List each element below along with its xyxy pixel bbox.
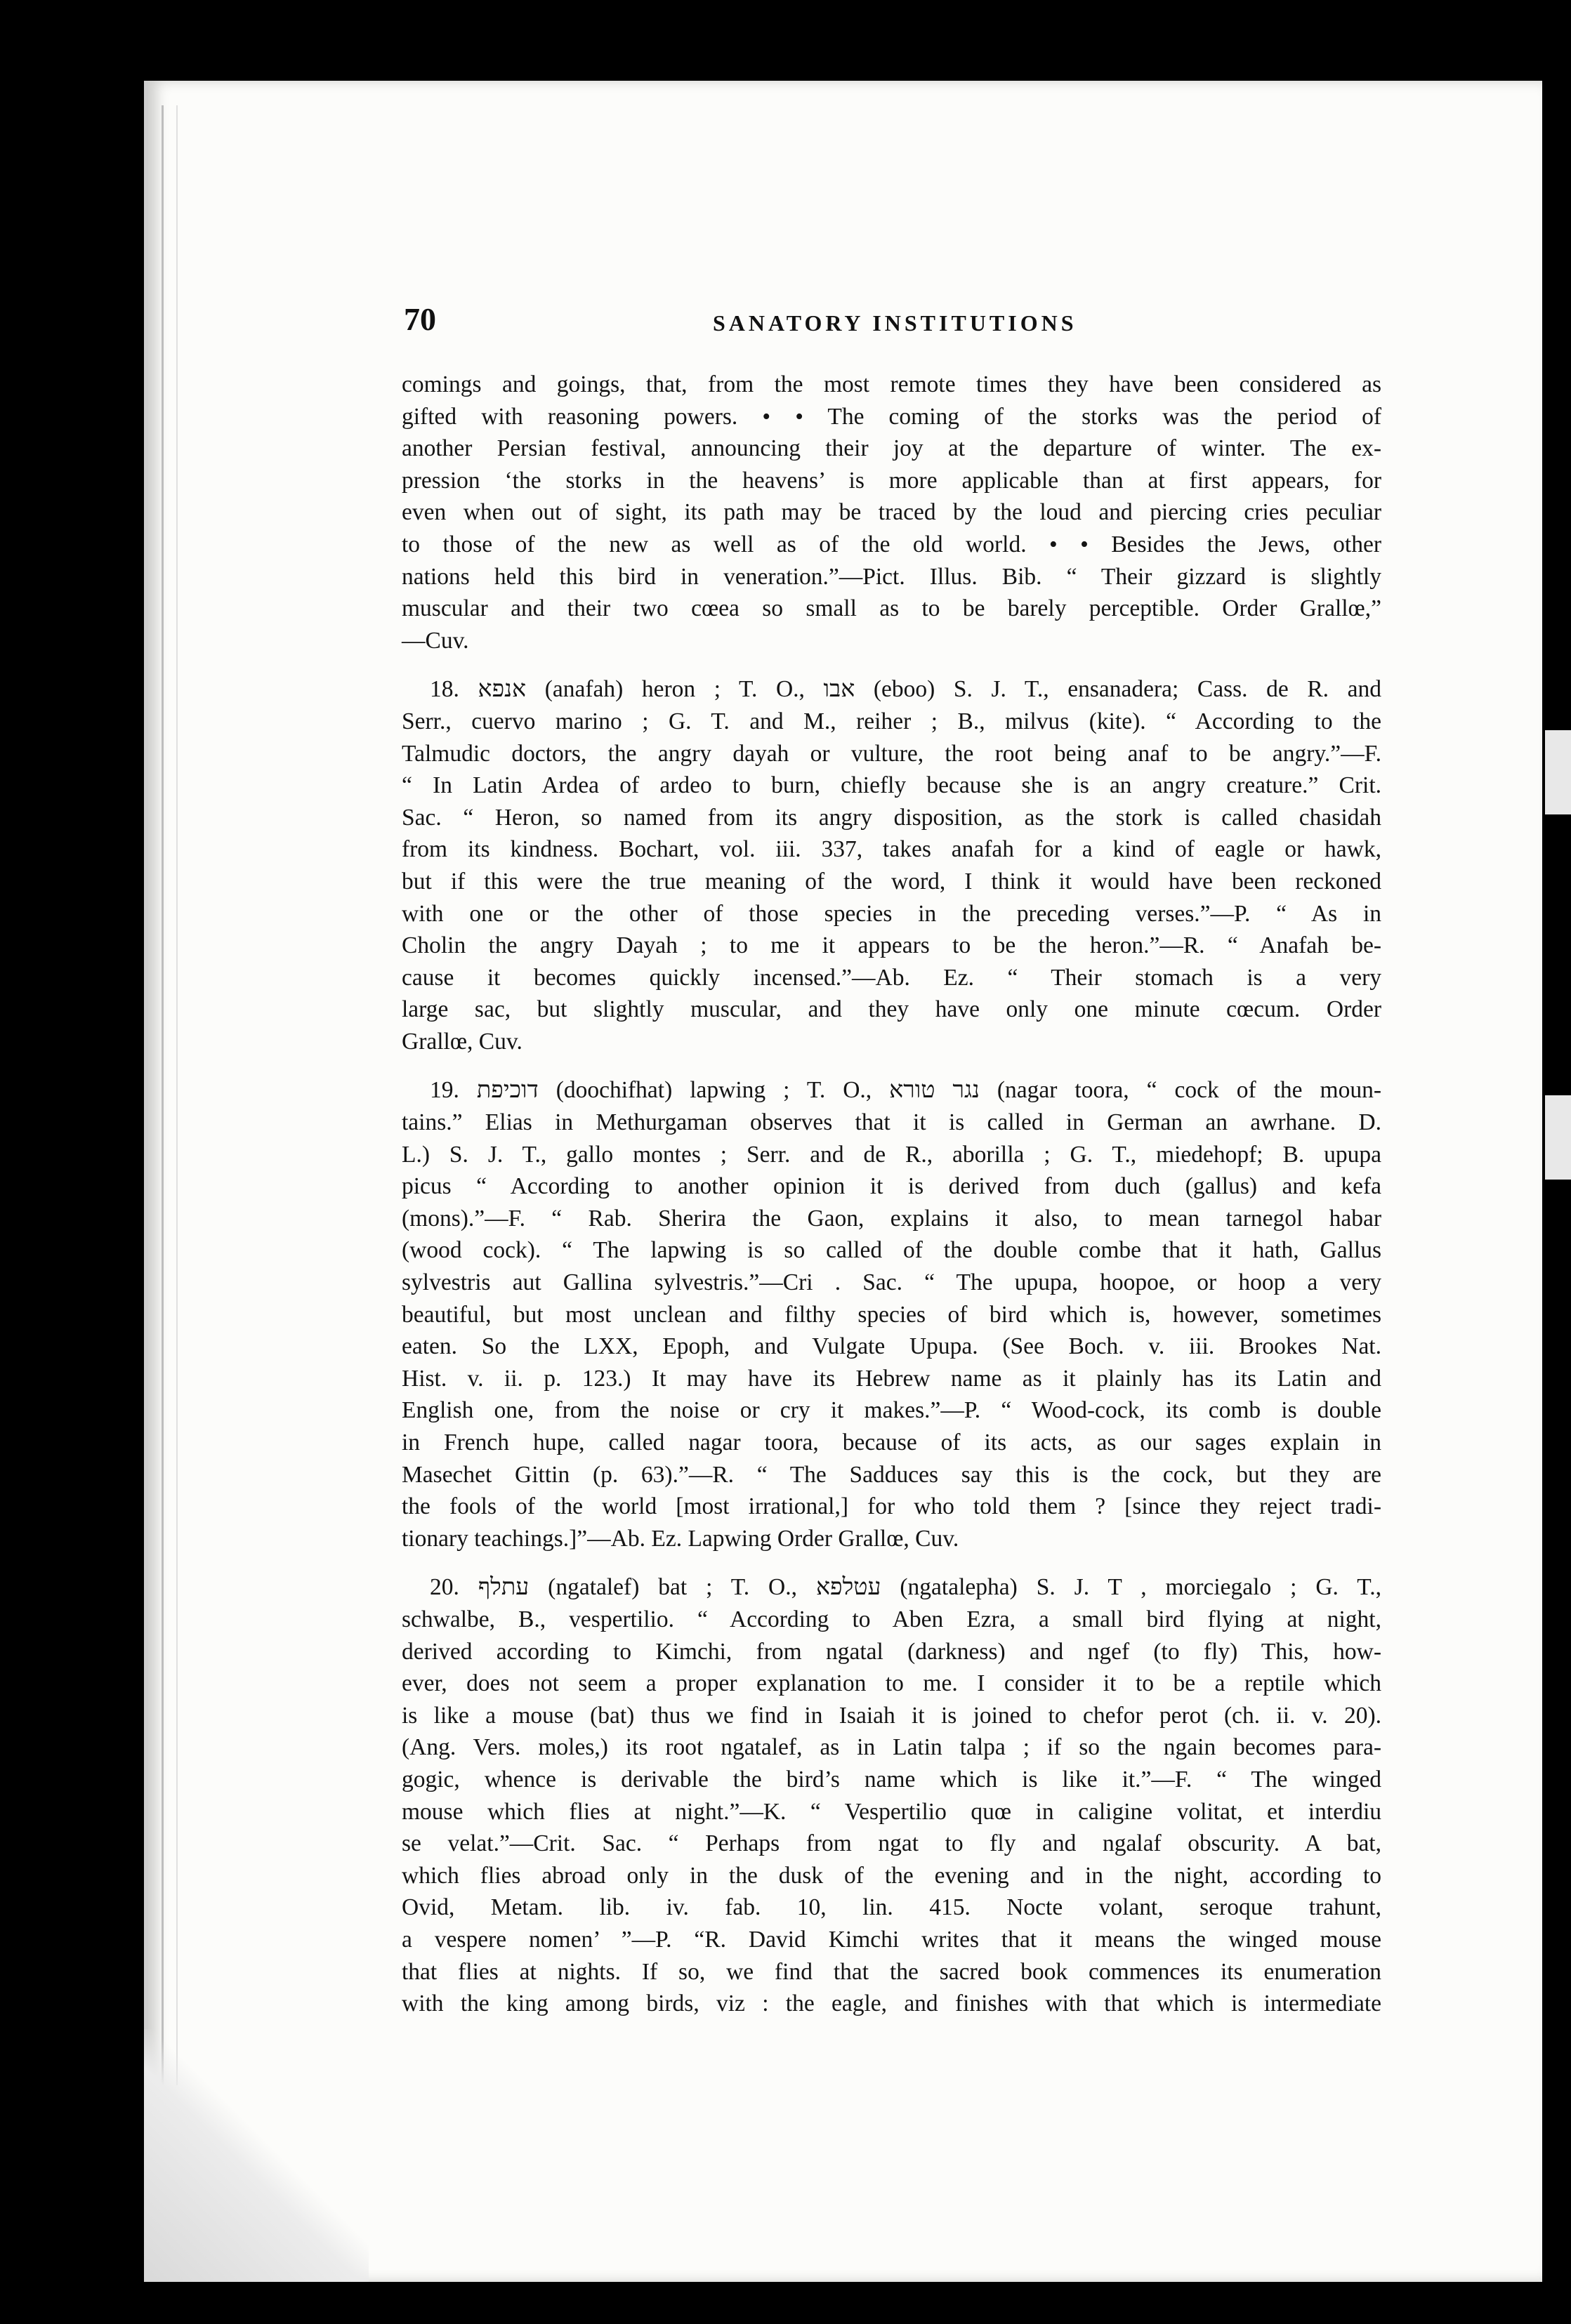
text-line: muscular and their two cœea so small as to be barely perceptible. Order Grallœ,” <box>402 595 1381 622</box>
text-line: eaten. So the LXX, Epoph, and Vulgate Upupa. (See Boch. v. iii. Brookes Nat. <box>402 1333 1381 1360</box>
text-line: cause it becomes quickly incensed.”—Ab. Ez. “ Their stomach is a very <box>402 964 1381 991</box>
text-line: large sac, but slightly muscular, and they have only one minute cœcum. Order <box>402 996 1381 1023</box>
text-line: Cholin the angry Dayah ; to me it appears to be the heron.”—R. “ Anafah be- <box>402 932 1381 959</box>
page-edge-tab <box>1545 1095 1571 1180</box>
text-line: schwalbe, B., vespertilio. “ According to Aben Ezra, a small bird flying at night, <box>402 1606 1381 1632</box>
text-line: ever, does not seem a proper explanation to me. I consider it to be a reptile which <box>402 1670 1381 1697</box>
text-line: English one, from the noise or cry it makes.”—P. “ Wood-cock, its comb is double <box>402 1397 1381 1424</box>
text-line: derived according to Kimchi, from ngatal (darkness) and ngef (to fly) This, how- <box>402 1638 1381 1665</box>
text-line: with the king among birds, viz : the eagle, and finishes with that which is intermediate <box>402 1990 1381 2017</box>
text-line: L.) S. J. T., gallo montes ; Serr. and de R., aborilla ; G. T., miedehopf; B. upupa <box>402 1141 1381 1168</box>
paragraph <box>402 369 1381 656</box>
text-line: “ In Latin Ardea of ardeo to burn, chiefly because she is an angry creature.” Crit. <box>402 772 1381 799</box>
text-line: which flies abroad only in the dusk of the evening and in the night, according to <box>402 1862 1381 1889</box>
paragraph-20 <box>402 1571 1381 2019</box>
text-line: sylvestris aut Gallina sylvestris.”—Cri . Sac. “ The upupa, hoopoe, or hoop a very <box>402 1269 1381 1296</box>
text-line: 19. דוכיפת (doochifhat) lapwing ; T. O., נגר טורא (nagar toora, “ cock of the moun- <box>430 1077 1381 1104</box>
page-number: 70 <box>404 301 436 337</box>
text-line: to those of the new as well as of the old world. • • Besides the Jews, other <box>402 531 1381 557</box>
running-head: SANATORY INSTITUTIONS <box>713 310 1077 336</box>
text-line: (mons).”—F. “ Rab. Sherira the Gaon, explains it also, to mean tarnegol habar <box>402 1205 1381 1232</box>
text-line: a vespere nomen’ ”—P. “R. David Kimchi writes that it means the winged mouse <box>402 1926 1381 1953</box>
text-line: even when out of sight, its path may be traced by the loud and piercing cries peculiar <box>402 499 1381 526</box>
text-line: Hist. v. ii. p. 123.) It may have its Hebrew name as it plainly has its Latin and <box>402 1365 1381 1392</box>
text-line: pression ‘the storks in the heavens’ is more applicable than at first appears, for <box>402 467 1381 494</box>
text-line: that flies at nights. If so, we find that the sacred book commences its enumeration <box>402 1958 1381 1985</box>
text-line: the fools of the world [most irrational,] for who told them ? [since they reject tradi- <box>402 1493 1381 1520</box>
text-line: but if this were the true meaning of the word, I think it would have been reckoned <box>402 868 1381 894</box>
text-line: se velat.”—Crit. Sac. “ Perhaps from ngat to fly and ngalaf obscurity. A bat, <box>402 1830 1381 1857</box>
text-line: picus “ According to another opinion it is derived from duch (gallus) and kefa <box>402 1173 1381 1200</box>
text-line: in French hupe, called nagar toora, because of its acts, as our sages explain in <box>402 1430 1381 1455</box>
paragraph-18 <box>402 673 1381 1057</box>
text-line: Sac. “ Heron, so named from its angry disposition, as the stork is called chasidah <box>402 804 1381 831</box>
text-line: nations held this bird in veneration.”—Pict. Illus. Bib. “ Their gizzard is slightly <box>402 563 1381 590</box>
text-line: gogic, whence is derivable the bird’s name which is like it.”—F. “ The winged <box>402 1766 1381 1792</box>
text-line: 20. עתלף (ngatalef) bat ; T. O., עטלפא (ngatalepha) S. J. T , morciegalo ; G. T., <box>430 1574 1381 1601</box>
page-header <box>404 301 1380 350</box>
text-line: Masechet Gittin (p. 63).”—R. “ The Sadduces say this is the cock, but they are <box>402 1461 1381 1488</box>
text-line: 18. אנפא (anafah) heron ; T. O., אבו (eboo) S. J. T., ensanadera; Cass. de R. and <box>430 676 1382 703</box>
folded-corner <box>144 2029 369 2282</box>
paragraph-19 <box>402 1074 1381 1554</box>
text-line: another Persian festival, announcing their joy at the departure of winter. The ex- <box>402 435 1381 462</box>
page-edge-tab <box>1545 730 1571 814</box>
text-line: with one or the other of those species in the preceding verses.”—P. “ As in <box>402 900 1381 927</box>
text-line: Serr., cuervo marino ; G. T. and M., reiher ; B., milvus (kite). “ According to the <box>402 708 1381 734</box>
text-line: comings and goings, that, from the most remote times they have been considered as <box>402 371 1381 397</box>
text-line: —Cuv. <box>402 627 469 654</box>
text-line: tains.” Elias in Methurgaman observes that it is called in German an awrhane. D. <box>402 1109 1381 1136</box>
text-line: gifted with reasoning powers. • • The coming of the storks was the period of <box>402 403 1381 430</box>
text-line: mouse which flies at night.”—K. “ Vespertilio quœ in caligine volitat, et interdiu <box>402 1798 1381 1825</box>
body-text <box>402 369 1381 2020</box>
text-line: from its kindness. Bochart, vol. iii. 337, takes anafah for a kind of eagle or hawk, <box>402 836 1381 863</box>
text-line: (Ang. Vers. moles,) its root ngatalef, as in Latin talpa ; if so the ngain becomes para- <box>402 1734 1381 1761</box>
text-line: Grallœ, Cuv. <box>402 1028 522 1055</box>
text-line: Talmudic doctors, the angry dayah or vulture, the root being anaf to be angry.”—F. <box>402 740 1381 767</box>
text-line: Ovid, Metam. lib. iv. fab. 10, lin. 415. Nocte volant, seroque trahunt, <box>402 1894 1381 1921</box>
text-line: tionary teachings.]”—Ab. Ez. Lapwing Order Grallœ, Cuv. <box>402 1525 959 1552</box>
text-line: is like a mouse (bat) thus we find in Isaiah it is joined to chefor perot (ch. ii. v. 20). <box>402 1702 1381 1729</box>
text-line: (wood cock). “ The lapwing is so called of the double combe that it hath, Gallus <box>402 1237 1381 1264</box>
page-gutter-edge <box>162 105 178 2085</box>
text-line: beautiful, but most unclean and filthy species of bird which is, however, sometimes <box>402 1301 1381 1328</box>
